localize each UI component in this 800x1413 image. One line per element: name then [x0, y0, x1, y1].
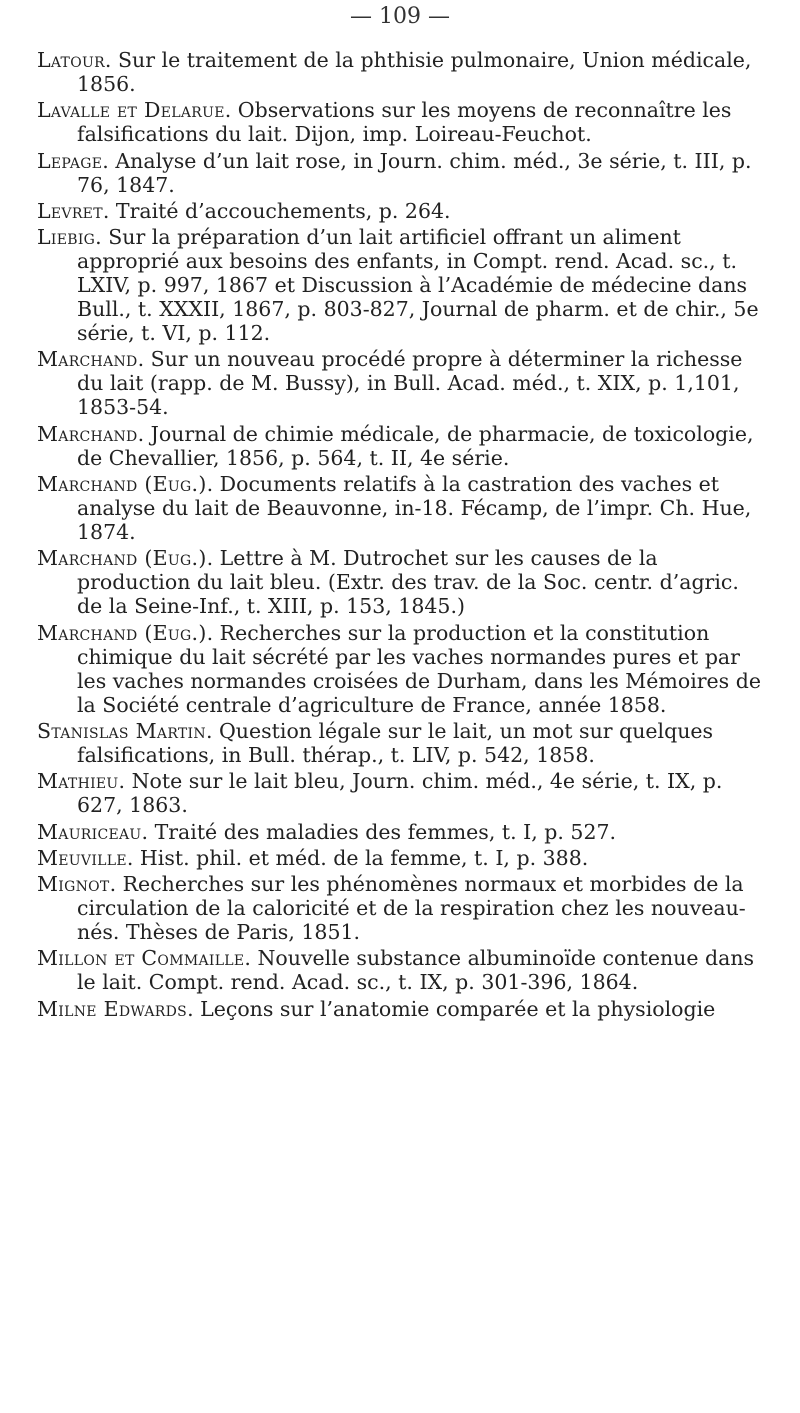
entry-author: Lepage	[37, 148, 103, 173]
entry-text: Nouvelle substance albuminoïde contenue dans le lait. Compt. rend. Acad. sc., t. IX, p. 301-396, 1864.	[77, 946, 755, 995]
entry-text: Documents relatifs à la castration des vaches et analyse du lait de Beauvonne, in-18. Fécamp, de l’impr. Ch. Hue, 1874.	[77, 472, 752, 545]
entry-author: Stanislas Martin	[37, 718, 206, 743]
bibliography-entry: Levret. Traité d’accouchements, p. 264.	[37, 198, 451, 223]
entry-author: Marchand	[37, 347, 138, 372]
entry-author: Lavalle et Delarue	[37, 98, 225, 123]
bibliography-entry: Marchand (Eug.). Recherches sur la production et la constitution chimique du lait sécrété par les vaches normandes pures et par les vaches normandes croisées de Durham, dans les Mémoires de la Société centrale d’agriculture de France, année 1858.	[37, 620, 761, 717]
entry-text: Observations sur les moyens de reconnaître les falsifications du lait. Dijon, imp. Loireau-Feuchot.	[77, 98, 732, 147]
bibliography-entry: Lepage. Analyse d’un lait rose, in Journ. chim. méd., 3e série, t. III, p. 76, 1847.	[37, 148, 752, 197]
entry-author: Levret	[37, 198, 103, 223]
page-number: — 109 —	[350, 4, 450, 29]
entry-author: Mathieu	[37, 769, 119, 794]
bibliography-entry: Mathieu. Note sur le lait bleu, Journ. chim. méd., 4e série, t. IX, p. 627, 1863.	[37, 769, 723, 818]
bibliography-entry: Lavalle et Delarue. Observations sur les moyens de reconnaître les falsifications du lait. Dijon, imp. Loireau-Feuchot.	[37, 98, 732, 147]
bibliography-entry: Marchand. Sur un nouveau procédé propre à déterminer la richesse du lait (rapp. de M. Bussy), in Bull. Acad. méd., t. XIX, p. 1,101, 1853-54.	[37, 347, 743, 420]
entry-author: Millon et Commaille	[37, 946, 245, 971]
entry-text: Lettre à M. Dutrochet sur les causes de la production du lait bleu. (Extr. des trav. de la Soc. centr. d’agric. de la Seine-Inf., t. XIII, p. 153, 1845.)	[77, 546, 739, 619]
bibliography-entry: Mignot. Recherches sur les phénomènes normaux et morbides de la circulation de la caloricité et de la respiration chez les nouveau-nés. Thèses de Paris, 1851.	[37, 872, 746, 945]
entry-author: Mauriceau	[37, 819, 142, 844]
bibliography-entry: Meuville. Hist. phil. et méd. de la femme, t. I, p. 388.	[37, 845, 589, 870]
entry-text: Analyse d’un lait rose, in Journ. chim. méd., 3e série, t. III, p. 76, 1847.	[77, 148, 752, 197]
bibliography-entry: Mauriceau. Traité des maladies des femmes, t. I, p. 527.	[37, 819, 617, 844]
bibliography-list	[37, 48, 767, 1023]
bibliography-entry: Marchand (Eug.). Lettre à M. Dutrochet sur les causes de la production du lait bleu. (Extr. des trav. de la Soc. centr. d’agric. de la Seine-Inf., t. XIII, p. 153, 1845.)	[37, 546, 739, 619]
entry-text: Leçons sur l’anatomie comparée et la physiologie	[200, 996, 716, 1021]
entry-text: Sur un nouveau procédé propre à déterminer la richesse du lait (rapp. de M. Bussy), in Bull. Acad. méd., t. XIX, p. 1,101, 1853-54.	[77, 347, 743, 420]
entry-author: Liebig	[37, 225, 96, 250]
entry-author: Meuville	[37, 845, 127, 870]
entry-author: Latour	[37, 48, 105, 72]
bibliography-entry: Latour. Sur le traitement de la phthisie pulmonaire, Union médicale, 1856.	[37, 48, 752, 96]
entry-author: Marchand (Eug.)	[37, 620, 207, 645]
bibliography-entry: Milne Edwards. Leçons sur l’anatomie comparée et la physiologie	[37, 996, 716, 1021]
bibliography-entry: Marchand. Journal de chimie médicale, de pharmacie, de toxicologie, de Chevallier, 1856, p. 564, t. II, 4e série.	[37, 421, 754, 470]
entry-text: Question légale sur le lait, un mot sur quelques falsifications, in Bull. thérap., t. LIV, p. 542, 1858.	[77, 718, 714, 767]
entry-text: Traité d’accouchements, p. 264.	[115, 198, 451, 223]
entry-text: Traité des maladies des femmes, t. I, p. 527.	[154, 819, 617, 844]
bibliography-entry: Millon et Commaille. Nouvelle substance albuminoïde contenue dans le lait. Compt. rend. Acad. sc., t. IX, p. 301-396, 1864.	[37, 946, 755, 995]
entry-author: Marchand (Eug.)	[37, 472, 207, 497]
entry-text: Sur la préparation d’un lait artificiel offrant un aliment approprié aux besoins des enfants, in Compt. rend. Acad. sc., t. LXIV, p. 997, 1867 et Discussion à l’Académie de médecine dans Bull., t. XXXII, 1867, p. 803-827, Journal de pharm. et de chir., 5e série, t. VI, p. 112.	[77, 225, 759, 346]
entry-text: Recherches sur la production et la constitution chimique du lait sécrété par les vaches normandes pures et par les vaches normandes croisées de Durham, dans les Mémoires de la Société centrale d’agriculture de France, année 1858.	[77, 620, 761, 717]
entry-author: Milne Edwards	[37, 996, 188, 1021]
bibliography-entry: Liebig. Sur la préparation d’un lait artificiel offrant un aliment approprié aux besoins des enfants, in Compt. rend. Acad. sc., t. LXIV, p. 997, 1867 et Discussion à l’Académie de médecine dans Bull., t. XXXII, 1867, p. 803-827, Journal de pharm. et de chir., 5e série, t. VI, p. 112.	[37, 225, 759, 346]
entry-text: Journal de chimie médicale, de pharmacie, de toxicologie, de Chevallier, 1856, p. 564, t. II, 4e série.	[77, 421, 754, 470]
entry-text: Recherches sur les phénomènes normaux et morbides de la circulation de la caloricité et de la respiration chez les nouveau-nés. Thèses de Paris, 1851.	[77, 872, 746, 945]
bibliography-entry: Stanislas Martin. Question légale sur le lait, un mot sur quelques falsifications, in Bull. thérap., t. LIV, p. 542, 1858.	[37, 718, 714, 767]
entry-author: Marchand (Eug.)	[37, 546, 207, 571]
entry-author: Marchand	[37, 421, 138, 446]
entry-text: Note sur le lait bleu, Journ. chim. méd., 4e série, t. IX, p. 627, 1863.	[77, 769, 723, 818]
entry-text: Sur le traitement de la phthisie pulmonaire, Union médicale, 1856.	[77, 48, 752, 96]
entry-text: Hist. phil. et méd. de la femme, t. I, p. 388.	[139, 845, 589, 870]
entry-author: Mignot	[37, 872, 110, 897]
bibliography-entry: Marchand (Eug.). Documents relatifs à la castration des vaches et analyse du lait de Beauvonne, in-18. Fécamp, de l’impr. Ch. Hue, 1874.	[37, 472, 752, 545]
